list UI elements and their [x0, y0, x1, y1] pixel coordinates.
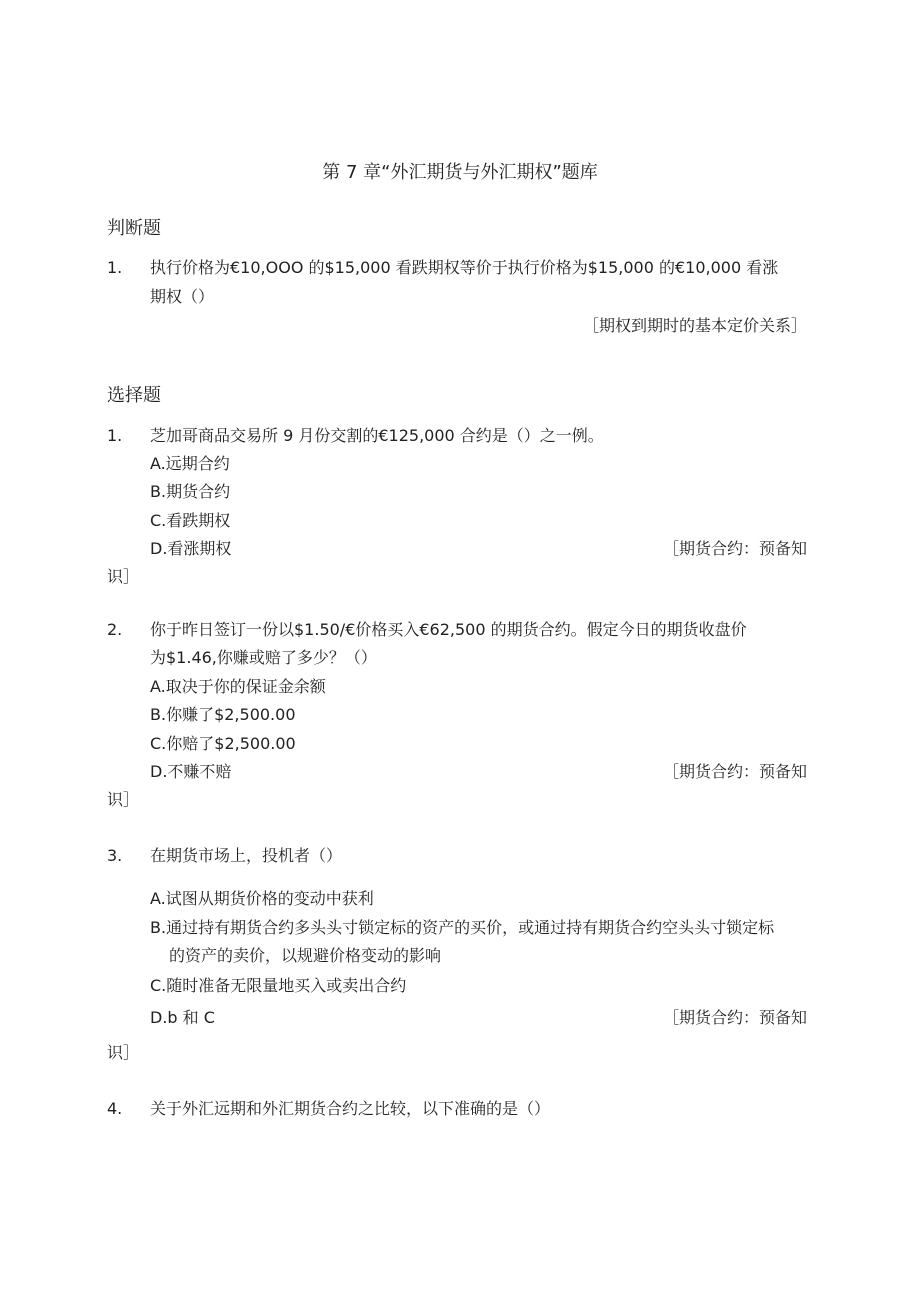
answer-option-c: C.你赔了$2,500.00 [150, 734, 296, 753]
topic-tag-continued: 识］ [107, 1043, 140, 1062]
question-number: 1. [107, 426, 123, 445]
answer-option-c: C.看跌期权 [150, 511, 231, 530]
question-number: 2. [107, 620, 123, 639]
question-text-continued: 期权（） [150, 287, 215, 306]
topic-tag: ［期货合约：预备知 [662, 1008, 807, 1027]
topic-tag: ［期权到期时的基本定价关系］ [582, 316, 807, 335]
topic-tag: ［期货合约：预备知 [662, 762, 807, 781]
question-text: 芝加哥商品交易所 9 月份交割的€125,000 合约是（）之一例。 [150, 426, 604, 445]
page-title: 第 7 章“外汇期货与外汇期权”题库 [322, 162, 598, 183]
answer-option-b: B.通过持有期货合约多头头寸锁定标的资产的买价，或通过持有期货合约空头头寸锁定标 [150, 918, 775, 937]
answer-option-a: A.远期合约 [150, 454, 230, 473]
answer-option-b: B.你赚了$2,500.00 [150, 705, 296, 724]
question-text: 你于昨日签订一份以$1.50/€价格买入€62,500 的期货合约。假定今日的期货收盘价 [150, 620, 747, 639]
question-number: 1. [107, 258, 123, 277]
question-number: 3. [107, 846, 123, 865]
answer-option-a: A.取决于你的保证金余额 [150, 677, 326, 696]
question-text: 执行价格为€10,OOO 的$15,000 看跌期权等价于执行价格为$15,000 的€10,000 看涨 [150, 258, 779, 277]
answer-option-d: D.看涨期权 [150, 539, 232, 558]
section-heading-true-false: 判断题 [107, 218, 161, 239]
question-text: 在期货市场上，投机者（） [150, 846, 343, 865]
question-text-continued: 为$1.46,你赚或赔了多少？（） [150, 648, 377, 667]
answer-option-b: B.期货合约 [150, 482, 231, 501]
topic-tag: ［期货合约：预备知 [662, 539, 807, 558]
section-heading-multiple-choice: 选择题 [107, 385, 161, 406]
answer-option-b-continued: 的资产的卖价，以规避价格变动的影响 [169, 946, 442, 965]
question-number: 4. [107, 1099, 123, 1118]
answer-option-a: A.试图从期货价格的变动中获利 [150, 889, 374, 908]
topic-tag-continued: 识］ [107, 567, 140, 586]
answer-option-c: C.随时准备无限量地买入或卖出合约 [150, 976, 407, 995]
topic-tag-continued: 识］ [107, 790, 140, 809]
question-text: 关于外汇远期和外汇期货合约之比较，以下准确的是（） [150, 1099, 551, 1118]
answer-option-d: D.b 和 C [150, 1008, 215, 1027]
answer-option-d: D.不赚不赔 [150, 762, 232, 781]
